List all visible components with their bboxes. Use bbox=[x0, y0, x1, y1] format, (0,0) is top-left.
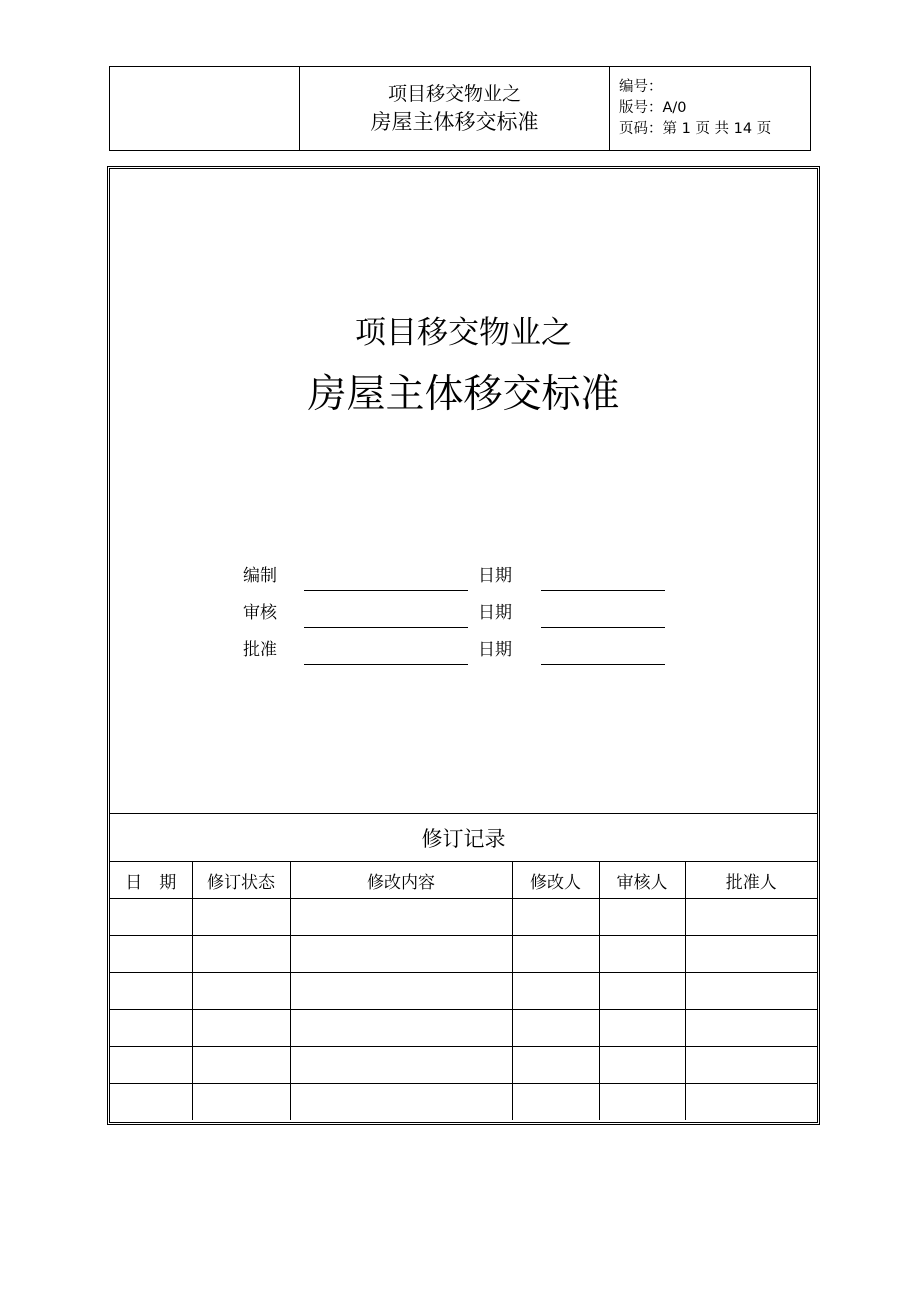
cover-frame bbox=[107, 166, 820, 1125]
table-row bbox=[110, 1047, 817, 1084]
revision-record bbox=[110, 814, 817, 1120]
page-indicator: 页码：第 1 页 共 14 页 bbox=[619, 121, 772, 137]
sign-line-review bbox=[304, 627, 468, 628]
table-cell[interactable] bbox=[512, 1010, 599, 1047]
sign-role-review: 审核 bbox=[243, 603, 277, 623]
table-cell[interactable] bbox=[599, 1084, 685, 1121]
table-cell[interactable] bbox=[192, 899, 290, 936]
table-cell[interactable] bbox=[110, 1084, 192, 1121]
table-cell[interactable] bbox=[685, 1084, 817, 1121]
revision-title: 修订记录 bbox=[110, 814, 817, 862]
table-cell[interactable] bbox=[110, 1047, 192, 1084]
cover-title-line1: 项目移交物业之 bbox=[355, 315, 572, 351]
table-cell[interactable] bbox=[685, 1010, 817, 1047]
col-modifier: 修改人 bbox=[512, 862, 599, 899]
table-cell[interactable] bbox=[192, 1084, 290, 1121]
cover-title-line2: 房屋主体移交标准 bbox=[307, 372, 620, 417]
table-row bbox=[110, 1084, 817, 1121]
col-reviewer: 审核人 bbox=[599, 862, 685, 899]
sign-role-approve: 批准 bbox=[243, 640, 277, 660]
table-row bbox=[110, 899, 817, 936]
document-version: 版号：A/0 bbox=[619, 100, 687, 116]
col-date: 日 期 bbox=[110, 862, 192, 899]
table-cell[interactable] bbox=[290, 1047, 512, 1084]
table-cell[interactable] bbox=[685, 1047, 817, 1084]
table-cell[interactable] bbox=[512, 936, 599, 973]
table-cell[interactable] bbox=[290, 899, 512, 936]
table-row bbox=[110, 936, 817, 973]
table-cell[interactable] bbox=[599, 973, 685, 1010]
table-cell[interactable] bbox=[685, 936, 817, 973]
table-cell[interactable] bbox=[192, 973, 290, 1010]
document-header bbox=[109, 66, 811, 151]
header-title-line1: 项目移交物业之 bbox=[387, 82, 521, 105]
table-cell[interactable] bbox=[512, 1084, 599, 1121]
sign-date-line-compile bbox=[541, 590, 665, 591]
sign-date-line-approve bbox=[541, 664, 665, 665]
table-cell[interactable] bbox=[512, 1047, 599, 1084]
header-logo-cell bbox=[110, 67, 300, 150]
header-meta-cell bbox=[610, 67, 810, 150]
table-cell[interactable] bbox=[192, 936, 290, 973]
revision-table bbox=[110, 862, 817, 1120]
table-cell[interactable] bbox=[110, 936, 192, 973]
header-title-cell bbox=[300, 67, 610, 150]
table-cell[interactable] bbox=[110, 1010, 192, 1047]
table-cell[interactable] bbox=[290, 1084, 512, 1121]
table-cell[interactable] bbox=[290, 1010, 512, 1047]
header-title-line2: 房屋主体移交标准 bbox=[370, 109, 539, 134]
sign-date-label-review: 日期 bbox=[478, 603, 512, 623]
sign-date-label-approve: 日期 bbox=[478, 640, 512, 660]
table-cell[interactable] bbox=[685, 973, 817, 1010]
document-number: 编号： bbox=[619, 79, 663, 95]
table-cell[interactable] bbox=[110, 973, 192, 1010]
table-cell[interactable] bbox=[512, 973, 599, 1010]
col-content: 修改内容 bbox=[290, 862, 512, 899]
table-cell[interactable] bbox=[192, 1047, 290, 1084]
table-cell[interactable] bbox=[290, 973, 512, 1010]
sign-date-label-compile: 日期 bbox=[478, 566, 512, 586]
revision-header-row bbox=[110, 862, 817, 899]
table-cell[interactable] bbox=[599, 936, 685, 973]
table-cell[interactable] bbox=[290, 936, 512, 973]
cover-section bbox=[110, 169, 817, 814]
table-cell[interactable] bbox=[599, 1047, 685, 1084]
table-row bbox=[110, 973, 817, 1010]
table-row bbox=[110, 1010, 817, 1047]
sign-line-approve bbox=[304, 664, 468, 665]
table-cell[interactable] bbox=[599, 1010, 685, 1047]
table-cell[interactable] bbox=[110, 899, 192, 936]
col-status: 修订状态 bbox=[192, 862, 290, 899]
col-approver: 批准人 bbox=[685, 862, 817, 899]
table-cell[interactable] bbox=[512, 899, 599, 936]
sign-line-compile bbox=[304, 590, 468, 591]
table-cell[interactable] bbox=[192, 1010, 290, 1047]
table-cell[interactable] bbox=[685, 899, 817, 936]
table-cell[interactable] bbox=[599, 899, 685, 936]
sign-date-line-review bbox=[541, 627, 665, 628]
sign-role-compile: 编制 bbox=[243, 566, 277, 586]
